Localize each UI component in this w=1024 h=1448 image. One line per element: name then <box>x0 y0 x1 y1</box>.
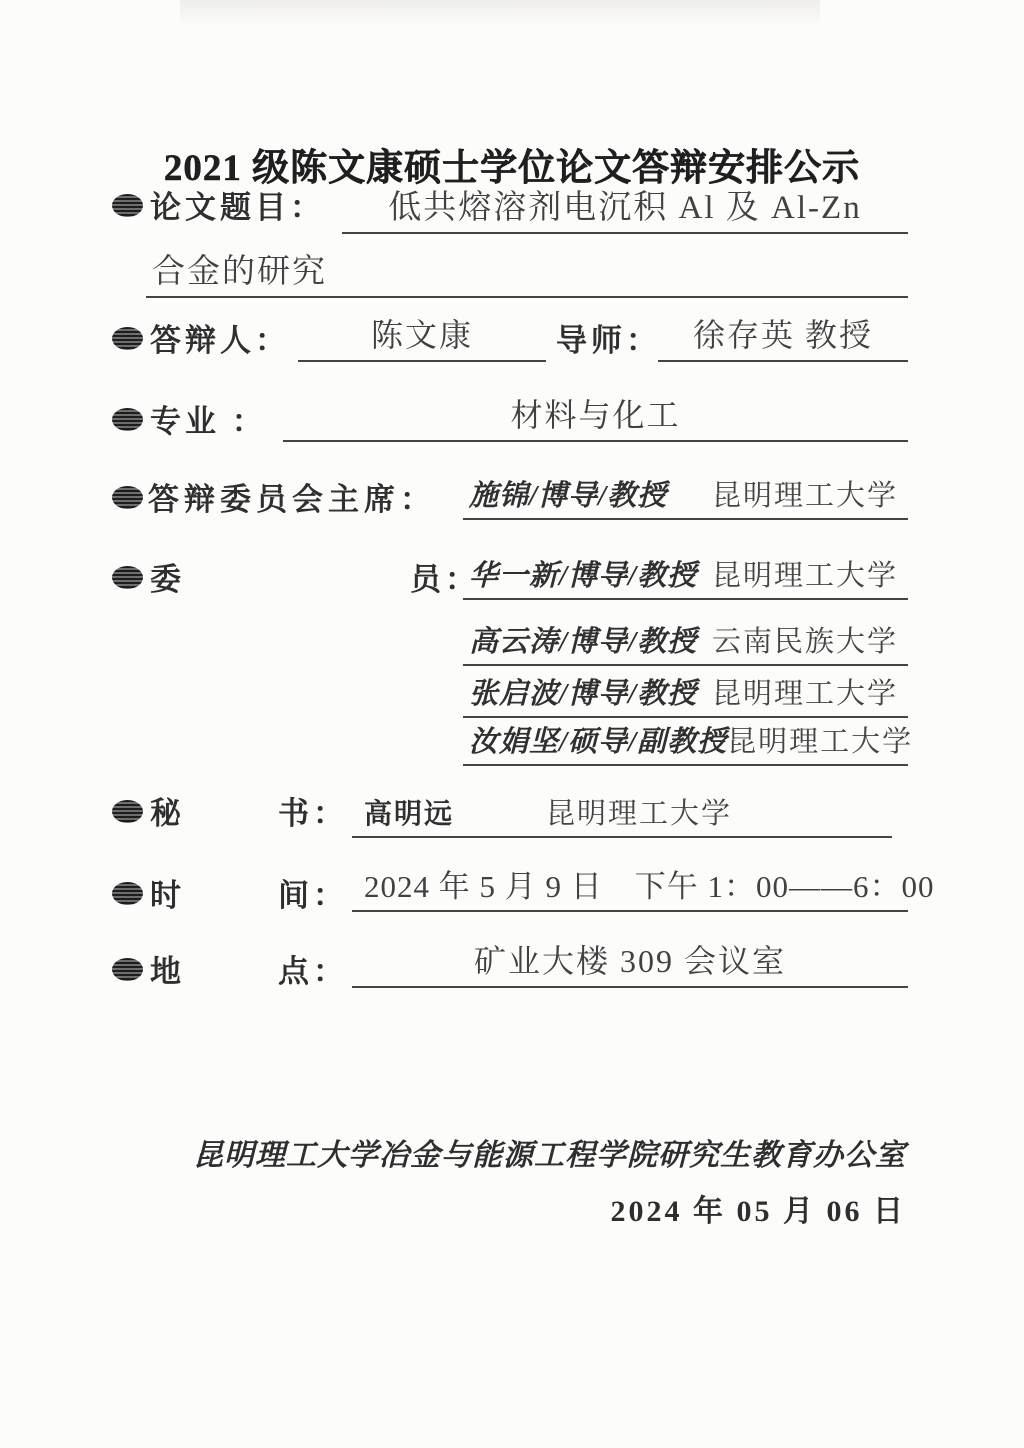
time-value: 2024 年 5 月 9 日 下午 1：00——6：00 <box>352 866 908 912</box>
committee-member-row <box>463 552 908 600</box>
secretary-org: 昆明理工大学 <box>546 798 733 830</box>
secretary-label-rest: 书： <box>278 796 348 831</box>
thesis-title-label: 论文题目： <box>150 190 325 225</box>
page-title: 2021 级陈文康硕士学位论文答辩安排公示 <box>163 147 861 189</box>
committee-member-name: 华一新/博导/教授 <box>469 560 698 592</box>
committee-member-org: 昆明理工大学 <box>711 678 898 710</box>
committee-member-name: 张启波/博导/教授 <box>469 678 698 710</box>
committee-member-row <box>463 672 908 718</box>
committee-member-row <box>463 620 908 666</box>
footer-date: 2024 年 05 月 06 日 <box>610 1195 906 1228</box>
thesis-title-value-line2: 合金的研究 <box>146 242 908 298</box>
secretary-value <box>352 790 892 838</box>
time-label-rest: 间： <box>278 878 348 913</box>
bullet-icon <box>112 566 143 589</box>
major-value: 材料与化工 <box>283 392 908 442</box>
chair-name: 施锦/博导/教授 <box>469 480 668 512</box>
location-label-char: 地 <box>150 954 185 989</box>
committee-member-name: 高云涛/博导/教授 <box>469 626 698 658</box>
time-label-char: 时 <box>150 878 185 913</box>
committee-member-row <box>463 722 914 766</box>
committee-member-org: 昆明理工大学 <box>711 560 898 592</box>
bullet-icon <box>112 408 143 431</box>
bullet-icon <box>112 194 143 217</box>
bullet-icon <box>112 486 143 509</box>
chair-label: 答辩委员会主席： <box>148 482 436 517</box>
supervisor-value: 徐存英 教授 <box>658 312 908 362</box>
footer-office: 昆明理工大学冶金与能源工程学院研究生教育办公室 <box>193 1139 906 1172</box>
chair-org: 昆明理工大学 <box>711 480 898 512</box>
committee-member-org: 昆明理工大学 <box>727 726 914 758</box>
bullet-icon <box>112 882 143 905</box>
location-value: 矿业大楼 309 会议室 <box>352 940 908 988</box>
supervisor-label: 导师： <box>556 323 661 358</box>
bullet-icon <box>112 958 143 981</box>
bullet-icon <box>112 800 143 823</box>
secretary-label-char: 秘 <box>150 796 185 831</box>
chair-value <box>463 472 908 520</box>
thesis-title-value-line1: 低共熔溶剂电沉积 Al 及 Al-Zn <box>342 176 908 234</box>
secretary-name: 高明远 <box>364 799 455 830</box>
committee-member-name: 汝娟坚/硕导/副教授 <box>469 726 728 758</box>
committee-label-rest: 员： <box>410 562 480 597</box>
major-label: 专业 ： <box>150 404 267 439</box>
committee-member-org: 云南民族大学 <box>711 626 898 658</box>
committee-label-char: 委 <box>150 562 185 597</box>
bullet-icon <box>112 327 143 350</box>
defender-value: 陈文康 <box>298 312 546 362</box>
scan-smudge <box>180 0 820 26</box>
defender-label: 答辩人： <box>150 323 290 358</box>
location-label-rest: 点： <box>278 954 348 989</box>
